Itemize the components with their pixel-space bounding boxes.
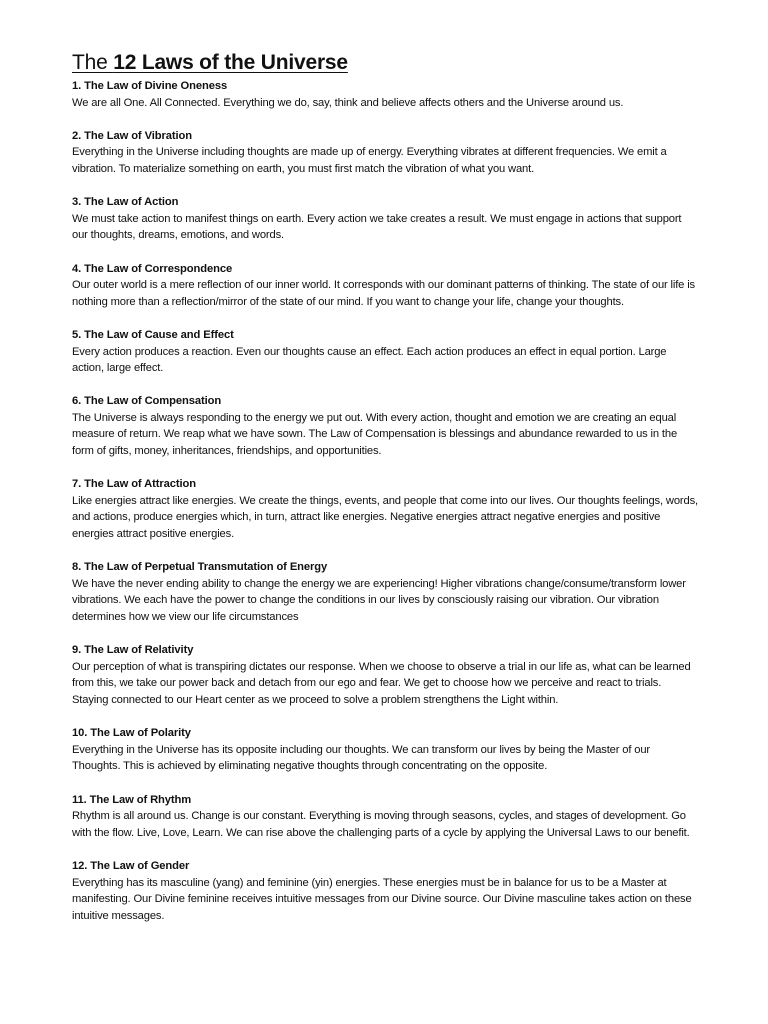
law-text: Everything in the Universe including thoughts are made up of energy. Everything vibrates at different frequencies. We emit a vibration. To materialize something on earth, you must first match the vibration of what you want. — [72, 146, 667, 175]
law-heading: 12. The Law of Gender — [72, 859, 190, 872]
law-heading: 9. The Law of Relativity — [72, 644, 194, 657]
law-heading: 1. The Law of Divine Oneness — [72, 80, 228, 92]
document-title — [72, 50, 698, 76]
law-section-9 — [72, 642, 698, 708]
law-text: The Universe is always responding to the energy we put out. With every action, thought and emotion we are creating an equal measure of return. We reap what we have sown. The Law of Compensation is blessings and abundance rewarded to us in the form of gifts, money, inheritances, friendships, and opportunities. — [72, 411, 678, 458]
law-section-12 — [72, 858, 698, 924]
law-heading: 5. The Law of Cause and Effect — [72, 328, 234, 341]
law-text: Rhythm is all around us. Change is our constant. Everything is moving through seasons, cycles, and stages of development. Go with the flow. Live, Love, Learn. We can rise above the challenging parts of a cycle by applying the Universal Laws to our benefit. — [72, 810, 690, 839]
document-page — [72, 50, 698, 941]
law-section-6 — [72, 393, 698, 459]
law-section-11 — [72, 792, 698, 842]
law-heading: 2. The Law of Vibration — [72, 129, 192, 142]
law-text: Like energies attract like energies. We create the things, events, and people that come into our lives. Our thoughts feelings, words, and actions, produce energies which, in turn, attract like energies. Negative energies attract negative energies and positive energies attract positive energies. — [72, 494, 698, 541]
law-text: Our perception of what is transpiring dictates our response. When we choose to observe a trial in our life as, what can be learned from this, we take our power back and detach from our ego and fear. We get to choose how we perceive and react to trials. Staying connected to our Heart center as we proceed to solve a problem strengthens the Light within. — [72, 660, 691, 706]
law-section-7 — [72, 476, 698, 542]
law-section-10 — [72, 725, 698, 775]
law-text: We are all One. All Connected. Everything we do, say, think and believe affects others and the Universe around us. — [72, 96, 624, 109]
law-heading: 10. The Law of Polarity — [72, 727, 191, 740]
law-heading: 3. The Law of Action — [72, 196, 179, 209]
law-section-2 — [72, 128, 698, 178]
law-text: Everything has its masculine (yang) and feminine (yin) energies. These energies must be in balance for us to be a Master at manifesting. Our Divine feminine receives intuitive messages from our Divine source. Our Divine masculine takes action on these intuitive messages. — [72, 876, 692, 922]
law-section-8 — [72, 559, 698, 625]
title-prefix: The — [72, 51, 114, 74]
law-heading: 6. The Law of Compensation — [72, 395, 222, 408]
law-text: Our outer world is a mere reflection of our inner world. It corresponds with our dominant patterns of thinking. The state of our life is nothing more than a reflection/mirror of the state of our mind. If you want to change your life, change your thoughts. — [72, 279, 695, 308]
law-text: Everything in the Universe has its opposite including our thoughts. We can transform our lives by being the Master of our Thoughts. This is achieved by eliminating negative thoughts through concentrating on the opposite. — [72, 743, 651, 773]
law-heading: 8. The Law of Perpetual Transmutation of Energy — [72, 561, 328, 574]
law-heading: 4. The Law of Correspondence — [72, 262, 233, 275]
title-strong: 12 Laws of the Universe — [113, 51, 348, 74]
law-text: We have the never ending ability to change the energy we are experiencing! Higher vibrations change/consume/transform lower vibrations. We each have the power to change the conditions in our lives by consciously raising our vibration. Our vibration determines how we view our life circumstances — [72, 577, 686, 623]
law-text: We must take action to manifest things on earth. Every action we take creates a result. We must engage in actions that support our thoughts, dreams, emotions, and words. — [72, 212, 682, 242]
law-section-1 — [72, 78, 698, 111]
law-section-5 — [72, 327, 698, 377]
law-heading: 7. The Law of Attraction — [72, 478, 196, 491]
law-text: Every action produces a reaction. Even our thoughts cause an effect. Each action produces an effect in equal portion. Large action, large effect. — [72, 345, 667, 375]
law-section-3 — [72, 194, 698, 244]
law-heading: 11. The Law of Rhythm — [72, 793, 192, 806]
law-section-4 — [72, 261, 698, 311]
